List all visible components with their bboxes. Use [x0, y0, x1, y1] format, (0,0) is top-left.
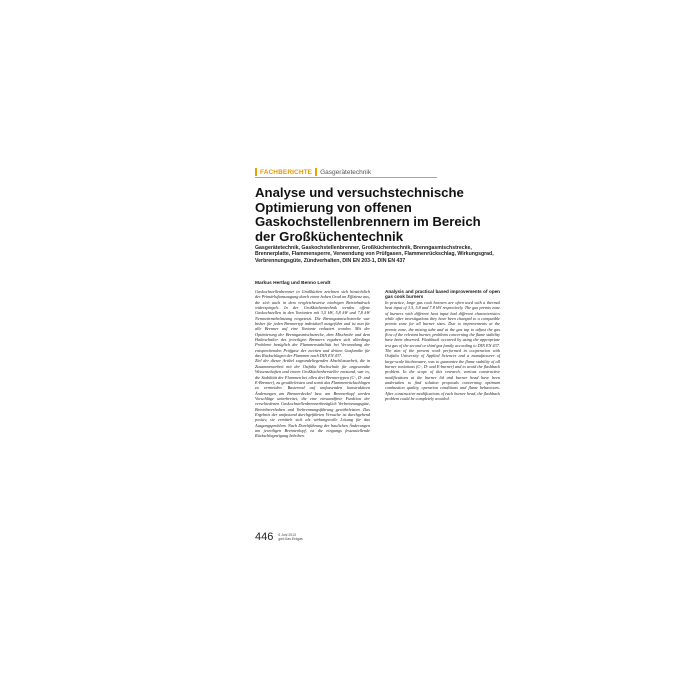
page-number: 446	[255, 531, 274, 543]
authors: Markus Hertlag und Benno Lendt	[255, 281, 331, 286]
english-heading: Analysis and practical based improvements of open gas cook burners	[385, 289, 500, 300]
issue-date: 6 Juni 2013	[278, 533, 296, 537]
section-header	[255, 168, 371, 176]
english-paragraph: In practice, large gas cook burners are often used with a thermal heat input of 3.5, 5.8 and 7.8 kW respectively. The gas premix zone of burners with different heat input had different characteristics while after investigations they have been changed to a compatible premix zone for all burner sizes. Due to improvements at the premix zone, the mixing tube and at the gas tap to adjust the gas flow of the relevant burner, problems concerning the flame stability have been observed. Flashback occurred by using the appropriate test gas of the second or third gas family according to DIN EN 437.	[385, 299, 500, 348]
issue-info	[278, 533, 302, 541]
section-label: FACHBERICHTE	[260, 168, 313, 176]
subsection-label: Gasgerätetechnik	[320, 168, 372, 176]
english-abstract-column	[385, 289, 500, 401]
german-paragraph: Ziel der dieser Artikel zugrundeliegenden Abschlussarbeit, die in Zusammenarbeit mit der Ostfalia Hochschule für angewandte Wissenschaften und einem Großküchenhersteller entstand, war es, die Stabilität der Flammen bei allen drei Brennertypen (C-, D- und E-Brenner), zu gewährleisten und somit das Flammenrückschlagen zu vermeiden. Basierend auf umfassenden konstruktiven Änderungen am Brennerdeckel bzw. am Brennerkopf werden Vorschläge unterbreitet, die eine einwandfreie Funktion der verschiedenen Gaskochstellenbrennerbezüglich Verbrennungsgüte, Betriebsverhalten und Verbrennungsführung gewährleisten. Das Ergebnis der umfassend durchgeführten Versuche ist durchgehend positiv, sie ermittelt sich als wirkungsvolle Lösung für das Ausgangsproblem. Nach Durchführung der baulichen Änderungen am jeweiligen Brennerkopf, ist die eingangs festzustellende Rückschlagneigung behoben.	[255, 358, 370, 439]
keywords: Gasgerätetechnik, Gaskochstellenbrenner, Großküchentechnik, Brenngasmischstrecke, Brennerplatte, Flammensperre, Verwendung von Prüfgasen, Flammenrückschlag, Wirkungsgrad, Verbrennungsgüte, Zündverhalten, DIN EN 203-1, DIN EN 437	[255, 245, 494, 264]
german-paragraph: Gaskochstellenbrenner in Großküchen zeichnen sich hinsichtlich der Primärluftansaugung durch einen hohen Grad an Effizienz aus, die sich auch in dem vergleichsweise niedrigen Betriebsdruck widerspiegelt. In der Großküchentechnik werden offene Gaskochstellen in den Varianten mit 3,5 kW, 5,8 kW und 7,8 kW Nennwärmebelastung eingesetzt. Die Brenngasmischstrecke war bisher für jeden Brennertyp individuell ausgeführt und ist nun für alle Brenner auf eine Variante reduziert worden. Mit der Optimierung der Brenngasmischstrecke, dem Mischrohr und dem Halteschalter des jeweiligen Brenners ergaben sich allerdings Probleme bezüglich der Flammenstabilität bei Verwendung der entsprechenden Prüfgase der zweiten und dritten Gasfamilie für das Rückschlagen der Flammen nach DIN EN 437.	[255, 289, 370, 359]
header-rule	[255, 177, 437, 178]
accent-bar	[315, 168, 317, 176]
page-footer	[255, 532, 303, 543]
english-paragraph: The aim of the present work performed in cooperation with Ostfalia University of Applied Sciences and a manufacturer of large-scale kitchenware, was to guarantee the flame stability of all burner variations (C-, D- and E-burner) and to avoid the flashback problem. In the scope of this research, various constructive modifications at the burner lid and burner head have been undertaken to find solution proposals concerning optimum combustion quality, operation conditions and flame behaviours. After constructive modifications of each burner head, the flashback problem could be completely avoided.	[385, 347, 500, 401]
journal-name: gwf-Gas Erdgas	[278, 537, 303, 542]
article-title: Analyse und versuchstechnische Optimierung von offenen Gaskochstellenbrennern im Bereich der Großküchentechnik	[255, 185, 481, 244]
german-abstract-column	[255, 289, 370, 439]
accent-bar	[255, 168, 257, 176]
